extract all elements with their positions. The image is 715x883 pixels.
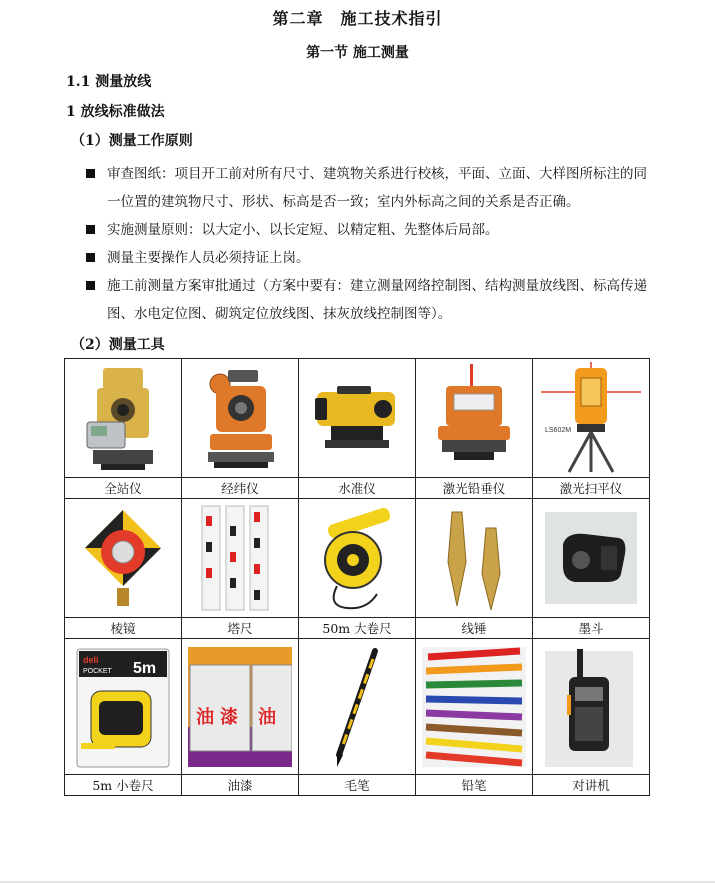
bullet-square-icon [86, 253, 95, 262]
tool-cell [416, 359, 533, 478]
ink-line-marker-icon [541, 502, 641, 614]
plumb-bob-icon [424, 502, 524, 614]
tool-label: 毛笔 [299, 775, 416, 796]
walkie-talkie-icon [541, 643, 641, 771]
tools-table [64, 358, 650, 796]
tool-cell [299, 639, 416, 775]
tool-cell [533, 499, 650, 618]
tool-label: 铅笔 [416, 775, 533, 796]
list-item-text: 测量主要操作人员必须持证上岗。 [107, 250, 310, 266]
tool-cell [182, 639, 299, 775]
tool-cell [65, 499, 182, 618]
tool-cell [182, 499, 299, 618]
long-tape-measure-icon [307, 502, 407, 614]
leveling-staff-icon [190, 502, 290, 614]
laser-plumb-icon [424, 362, 524, 474]
heading-1-1: 1.1 测量放线 [66, 74, 152, 90]
tool-label: 墨斗 [533, 618, 650, 639]
brush-pen-icon [307, 643, 407, 771]
tool-cell [299, 499, 416, 618]
tool-label: 油漆 [182, 775, 299, 796]
heading-1: 1 放线标准做法 [66, 104, 165, 120]
principles-list [86, 160, 656, 328]
subheading-tools: （2）测量工具 [71, 337, 165, 353]
total-station-icon [73, 362, 173, 474]
bullet-square-icon [86, 169, 95, 178]
tape-brand-label: deli [83, 654, 99, 665]
bullet-square-icon [86, 281, 95, 290]
laser-level-icon [541, 362, 641, 474]
tool-label: 经纬仪 [182, 478, 299, 499]
pencils-icon [422, 643, 526, 771]
paint-can-icon [188, 643, 292, 771]
theodolite-icon [190, 362, 290, 474]
tool-cell [299, 359, 416, 478]
tool-label: 全站仪 [65, 478, 182, 499]
tool-label: 5m 小卷尺 [65, 775, 182, 796]
section-title: 第一节 施工测量 [306, 45, 409, 61]
tool-label: 塔尺 [182, 618, 299, 639]
paint-char-1b: 油 [258, 706, 276, 728]
paint-char-1: 油 [196, 706, 214, 728]
tool-cell [416, 639, 533, 775]
subheading-principles: （1）测量工作原则 [71, 133, 193, 149]
list-item [86, 272, 656, 328]
list-item-text: 审查图纸：项目开工前对所有尺寸、建筑物关系进行校核，平面、立面、大样图所标注的同一位置的建筑物尺寸、形状、标高是否一致；室内外标高之间的关系是否正确。 [107, 166, 647, 210]
tool-label: 线锤 [416, 618, 533, 639]
pocket-tape-icon [73, 643, 173, 771]
tool-label: 50m 大卷尺 [299, 618, 416, 639]
tool-cell [65, 639, 182, 775]
list-item-text: 施工前测量方案审批通过（方案中要有：建立测量网络控制图、结构测量放线图、标高传递图、水电定位图、砌筑定位放线图、抹灰放线控制图等）。 [107, 278, 647, 322]
tool-cell [533, 639, 650, 775]
tool-label: 激光铅垂仪 [416, 478, 533, 499]
tool-cell [65, 359, 182, 478]
tool-label: 水准仪 [299, 478, 416, 499]
tool-label: 激光扫平仪 [533, 478, 650, 499]
paint-char-2: 漆 [220, 706, 238, 728]
tool-label: 对讲机 [533, 775, 650, 796]
prism-icon [73, 502, 173, 614]
list-item-text: 实施测量原则：以大定小、以长定短、以精定粗、先整体后局部。 [107, 222, 499, 238]
tool-cell [533, 359, 650, 478]
chapter-title: 第二章 施工技术指引 [272, 9, 443, 28]
list-item [86, 216, 656, 244]
laser-model-label: LS602M [545, 427, 572, 434]
list-item [86, 160, 656, 216]
bullet-square-icon [86, 225, 95, 234]
tool-cell [416, 499, 533, 618]
level-instrument-icon [307, 362, 407, 474]
tool-label: 棱镜 [65, 618, 182, 639]
list-item [86, 244, 656, 272]
tool-cell [182, 359, 299, 478]
tape-pocket-label: POCKET [83, 667, 112, 675]
tape-length-label: 5m [133, 659, 157, 677]
